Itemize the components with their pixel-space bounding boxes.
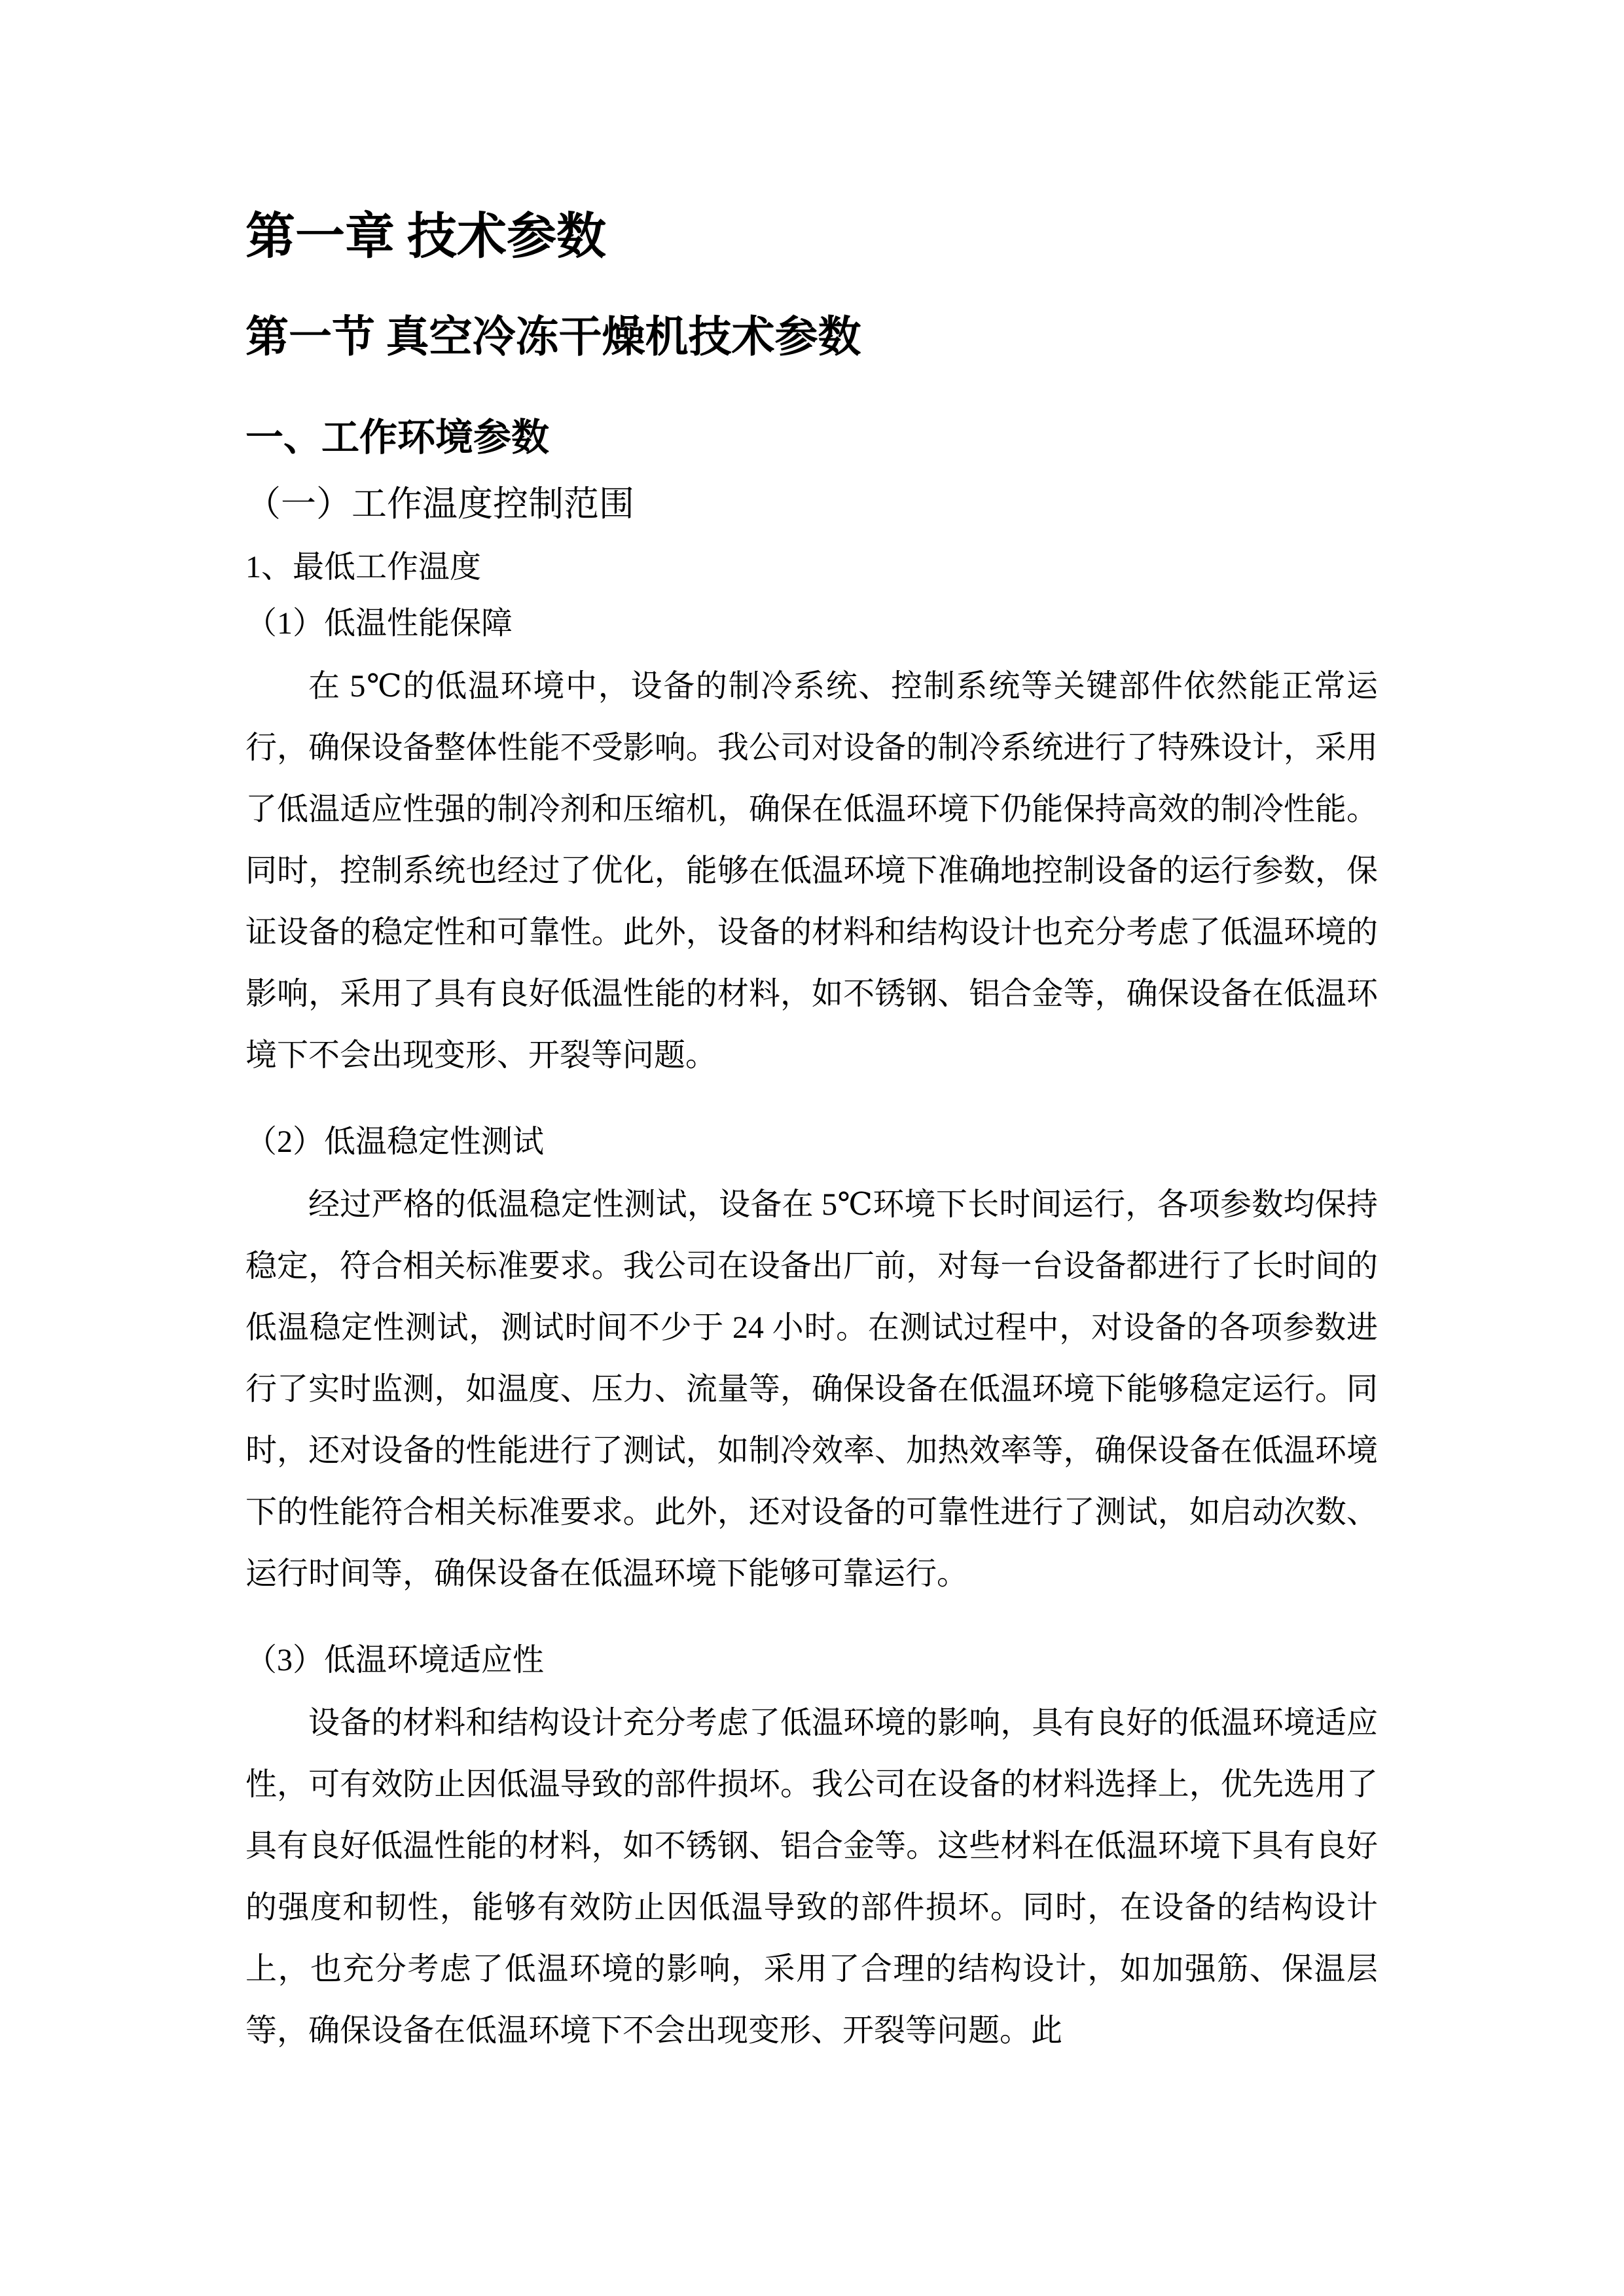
subsection-body-low-temp-adaptability: 设备的材料和结构设计充分考虑了低温环境的影响，具有良好的低温环境适应性，可有效防止因低温导致的部件损坏。我公司在设备的材料选择上，优先选用了具有良好低温性能的材料，如不锈钢、铝合金等。这些材料在低温环境下具有良好的强度和韧性，能够有效防止因低温导致的部件损坏。同时，在设备的结构设计上，也充分考虑了低温环境的影响，采用了合理的结构设计，如加强筋、保温层等，确保设备在低温环境下不会出现变形、开裂等问题。此	[245, 1706, 1378, 2048]
section-title: 第一节 真空冷冻干燥机技术参数	[245, 314, 861, 361]
subsection-heading-low-temp-adaptability: （3）低温环境适应性	[245, 1643, 545, 1677]
subsection-heading-low-temp-stability-test: （2）低温稳定性测试	[245, 1124, 545, 1159]
heading-working-environment-parameters: 一、工作环境参数	[245, 416, 550, 459]
heading-working-temperature-control-range: （一）工作温度控制范围	[245, 484, 634, 524]
chapter-title: 第一章 技术参数	[245, 209, 606, 264]
subsection-heading-low-temp-performance: （1）低温性能保障	[245, 606, 513, 641]
subsection-body-low-temp-stability-test: 经过严格的低温稳定性测试，设备在 5℃环境下长时间运行，各项参数均保持稳定，符合相关标准要求。我公司在设备出厂前，对每一台设备都进行了长时间的低温稳定性测试，测试时间不少于 24 小时。在测试过程中，对设备的各项参数进行了实时监测，如温度、压力、流量等，确保设备在低温环境下能够稳定运行。同时，还对设备的性能进行了测试，如制冷效率、加热效率等，确保设备在低温环境下的性能符合相关标准要求。此外，还对设备的可靠性进行了测试，如启动次数、运行时间等，确保设备在低温环境下能够可靠运行。	[245, 1187, 1378, 1591]
heading-minimum-working-temperature: 1、最低工作温度	[245, 550, 482, 584]
subsection-body-low-temp-performance: 在 5℃的低温环境中，设备的制冷系统、控制系统等关键部件依然能正常运行，确保设备整体性能不受影响。我公司对设备的制冷系统进行了特殊设计，采用了低温适应性强的制冷剂和压缩机，确保在低温环境下仍能保持高效的制冷性能。同时，控制系统也经过了优化，能够在低温环境下准确地控制设备的运行参数，保证设备的稳定性和可靠性。此外，设备的材料和结构设计也充分考虑了低温环境的影响，采用了具有良好低温性能的材料，如不锈钢、铝合金等，确保设备在低温环境下不会出现变形、开裂等问题。	[245, 669, 1378, 1073]
